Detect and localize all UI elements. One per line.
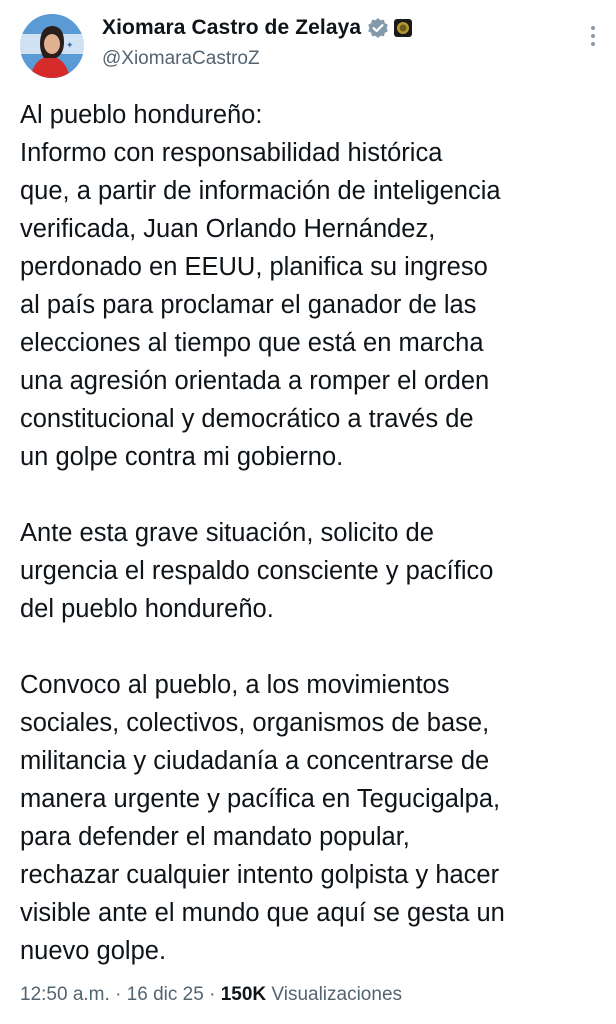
post-text-line: un golpe contra mi gobierno. (20, 443, 344, 471)
post-text-line: Convoco al pueblo, a los movimientos (20, 671, 450, 699)
post-text-line: urgencia el respaldo consciente y pacífico (20, 557, 494, 585)
post-meta (20, 984, 402, 1006)
post-text-line: militancia y ciudadanía a concentrarse de (20, 747, 490, 775)
post-text-line: Informo con responsabilidad histórica (20, 139, 443, 167)
post-text (20, 96, 604, 970)
post-time[interactable]: 12:50 a.m. (20, 984, 110, 1005)
author-name[interactable]: Xiomara Castro de Zelaya (102, 16, 362, 39)
affiliation-badge-icon[interactable] (393, 18, 413, 38)
views-label: Visualizaciones (271, 984, 403, 1005)
post-text-line: verificada, Juan Orlando Hernández, (20, 215, 436, 243)
post-date[interactable]: 16 dic 25 (126, 984, 204, 1005)
post-text-line: que, a partir de información de inteligencia (20, 177, 501, 205)
post-header (0, 0, 616, 90)
meta-separator: · (115, 984, 122, 1005)
post-text-line: al país para proclamar el ganador de las (20, 291, 477, 319)
post-text-line: para defender el mandato popular, (20, 823, 410, 851)
post-text-line: perdonado en EEUU, planifica su ingreso (20, 253, 488, 281)
post-text-line: Al pueblo hondureño: (20, 101, 263, 129)
post-text-line: constitucional y democrático a través de (20, 405, 474, 433)
post-text-line: sociales, colectivos, organismos de base, (20, 709, 490, 737)
avatar[interactable] (20, 14, 84, 78)
paragraph-gap (20, 476, 604, 514)
views-count: 150K (220, 984, 267, 1005)
post-text-line: manera urgente y pacífica en Tegucigalpa, (20, 785, 501, 813)
author-name-row (102, 16, 413, 40)
verified-badge-icon (367, 17, 389, 39)
author-handle[interactable]: @XiomaraCastroZ (102, 48, 260, 69)
post-text-line: rechazar cualquier intento golpista y hacer (20, 861, 500, 889)
post-text-line: Ante esta grave situación, solicito de (20, 519, 434, 547)
post-text-line: visible ante el mundo que aquí se gesta un (20, 899, 505, 927)
more-options-icon[interactable] (590, 26, 596, 50)
meta-separator: · (209, 984, 216, 1005)
post-text-line: elecciones al tiempo que está en marcha (20, 329, 484, 357)
svg-text:✦: ✦ (66, 40, 74, 50)
post-text-line: del pueblo hondureño. (20, 595, 274, 623)
post-text-line: una agresión orientada a romper el orden (20, 367, 490, 395)
post-text-line: nuevo golpe. (20, 937, 167, 965)
paragraph-gap (20, 628, 604, 666)
